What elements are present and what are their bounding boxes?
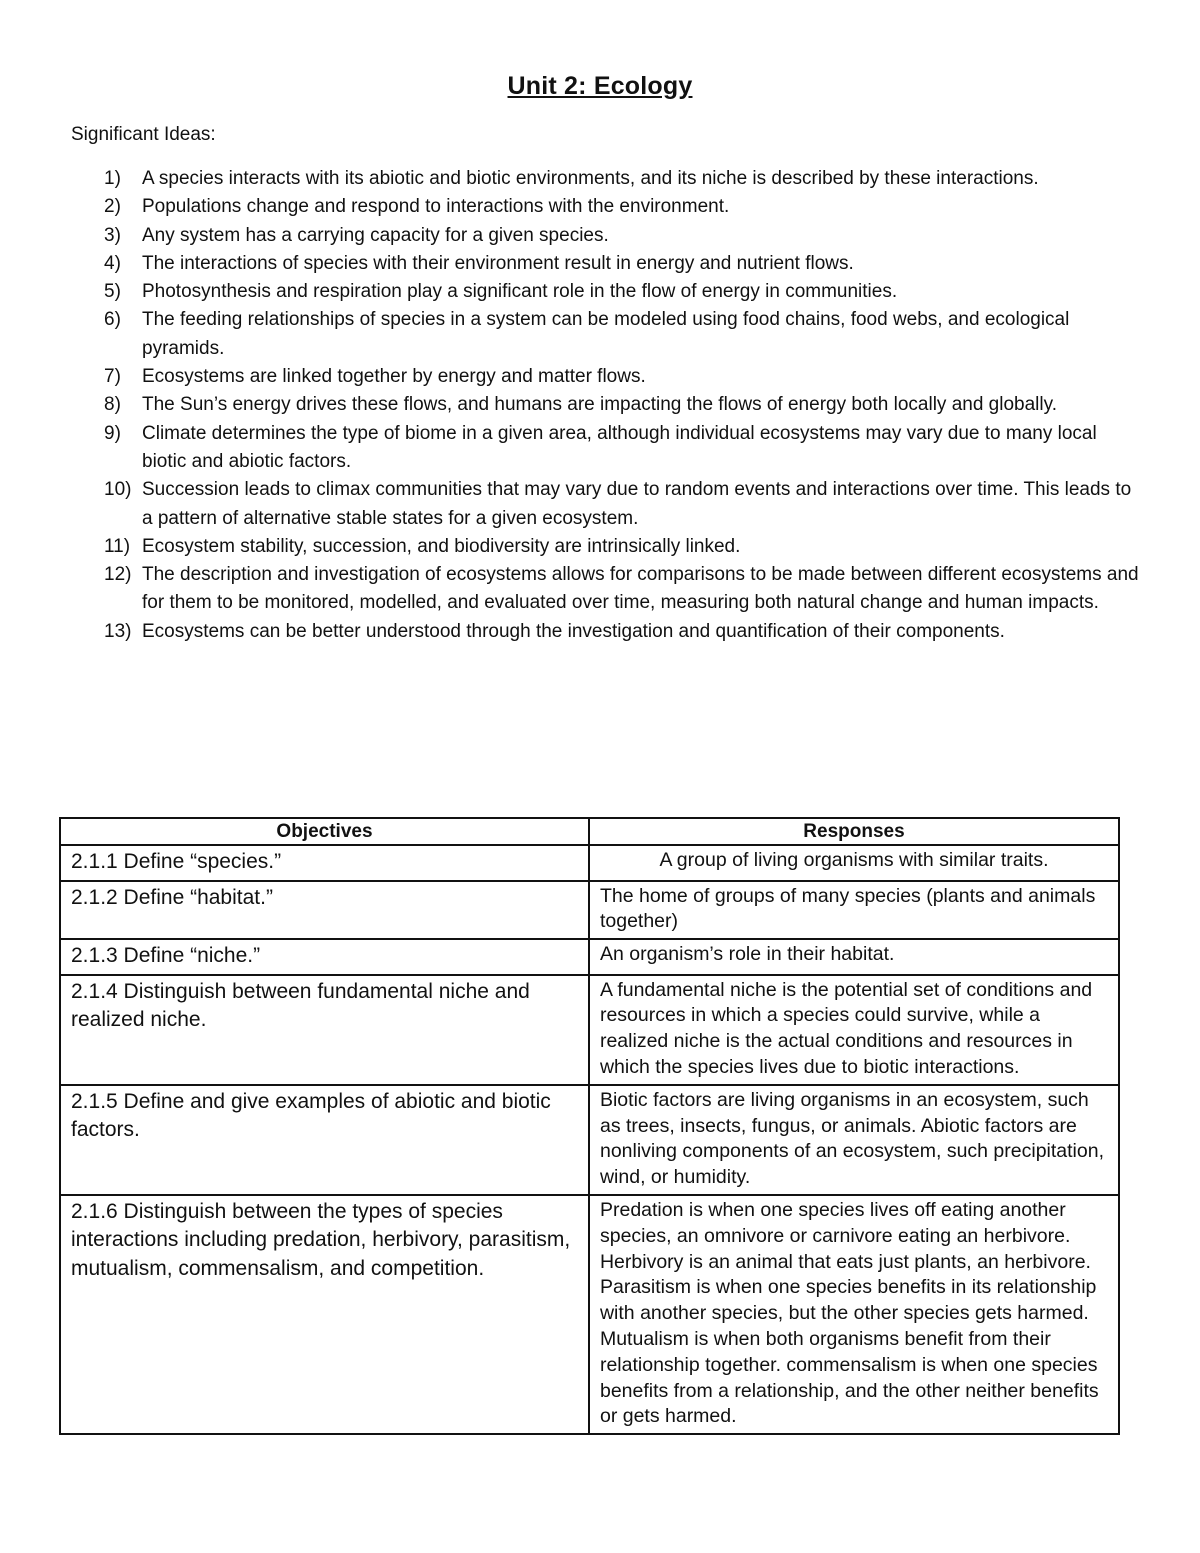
- list-item: [104, 222, 1144, 250]
- list-item: [104, 165, 1144, 193]
- objective-cell: 2.1.1 Define “species.”: [60, 845, 589, 881]
- response-cell: An organism’s role in their habitat.: [589, 939, 1119, 975]
- list-item-number: 6): [104, 309, 121, 331]
- responses-header: Responses: [589, 818, 1119, 845]
- list-item: [104, 306, 1144, 363]
- response-cell: A fundamental niche is the potential set of conditions and resources in which a species could survive, while a realized niche is the actual conditions and resources in which the species lives due to biotic interactions.: [589, 975, 1119, 1085]
- response-cell: Biotic factors are living organisms in an ecosystem, such as trees, insects, fungus, or animals. Abiotic factors are nonliving components of an ecosystem, such precipitation, wind, or humidity.: [589, 1085, 1119, 1195]
- table-row: [60, 845, 1119, 881]
- significant-ideas-list: [104, 165, 1144, 646]
- list-item-number: 4): [104, 252, 121, 274]
- list-item-number: 5): [104, 281, 121, 303]
- significant-ideas-label: Significant Ideas:: [71, 124, 216, 145]
- list-item-number: 9): [104, 422, 121, 444]
- list-item: [104, 278, 1144, 306]
- list-item: [104, 420, 1144, 477]
- list-item-text: The feeding relationships of species in a system can be modeled using food chains, food webs, and ecological pyramids.: [142, 309, 1070, 359]
- list-item-text: Photosynthesis and respiration play a significant role in the flow of energy in communities.: [142, 281, 898, 303]
- response-cell: The home of groups of many species (plants and animals together): [589, 881, 1119, 940]
- objective-cell: 2.1.3 Define “niche.”: [60, 939, 589, 975]
- table-header-row: [60, 818, 1119, 845]
- objective-cell: 2.1.6 Distinguish between the types of species interactions including predation, herbivory, parasitism, mutualism, commensalism, and competition.: [60, 1195, 589, 1434]
- table-row: [60, 1195, 1119, 1434]
- list-item-text: Succession leads to climax communities that may vary due to random events and interactions over time. This leads to a pattern of alternative stable states for a given ecosystem.: [142, 479, 1132, 529]
- list-item: [104, 476, 1144, 533]
- table-row: [60, 939, 1119, 975]
- list-item: [104, 193, 1144, 221]
- list-item-number: 3): [104, 224, 121, 246]
- objectives-header: Objectives: [60, 818, 589, 845]
- list-item-text: A species interacts with its abiotic and biotic environments, and its niche is described by these interactions.: [142, 168, 1039, 189]
- list-item: [104, 363, 1144, 391]
- list-item-number: 10): [104, 479, 132, 501]
- list-item-text: Any system has a carrying capacity for a given species.: [142, 224, 609, 246]
- objective-cell: 2.1.4 Distinguish between fundamental niche and realized niche.: [60, 975, 589, 1085]
- list-item: [104, 391, 1144, 419]
- list-item-text: Climate determines the type of biome in a given area, although individual ecosystems may vary due to many local biotic and abiotic factors.: [142, 422, 1097, 472]
- list-item-text: Populations change and respond to interactions with the environment.: [142, 196, 730, 218]
- objective-cell: 2.1.2 Define “habitat.”: [60, 881, 589, 940]
- list-item: [104, 533, 1144, 561]
- list-item-text: The interactions of species with their environment result in energy and nutrient flows.: [142, 252, 854, 274]
- list-item-text: The Sun’s energy drives these flows, and humans are impacting the flows of energy both locally and globally.: [142, 394, 1057, 416]
- response-cell: Predation is when one species lives off eating another species, an omnivore or carnivore eating an herbivore. Herbivory is an animal that eats just plants, an herbivore. Parasitism is when one species benefits in its relationship with another species, but the other species gets harmed. Mutualism is when both organisms benefit from their relationship together. commensalism is when one species benefits from a relationship, and the other neither benefits or gets harmed.: [589, 1195, 1119, 1434]
- list-item: [104, 561, 1144, 618]
- list-item-number: 12): [104, 564, 132, 586]
- list-item-number: 11): [104, 535, 131, 557]
- list-item: [104, 250, 1144, 278]
- list-item-number: 13): [104, 620, 132, 642]
- page-title: Unit 2: Ecology: [507, 72, 693, 100]
- table-row: [60, 975, 1119, 1085]
- table-row: [60, 1085, 1119, 1195]
- table-row: [60, 881, 1119, 940]
- list-item-text: Ecosystems can be better understood through the investigation and quantification of their components.: [142, 620, 1005, 642]
- list-item-number: 1): [104, 168, 121, 189]
- list-item-text: Ecosystems are linked together by energy and matter flows.: [142, 366, 646, 388]
- list-item-number: 2): [104, 196, 121, 218]
- list-item-text: The description and investigation of ecosystems allows for comparisons to be made between different ecosystems and for them to be monitored, modelled, and evaluated over time, measuring both natural change and human impacts.: [142, 564, 1139, 614]
- list-item-number: 7): [104, 366, 121, 388]
- list-item: [104, 618, 1144, 646]
- objectives-table: [59, 817, 1120, 1435]
- response-cell: A group of living organisms with similar traits.: [589, 845, 1119, 881]
- list-item-number: 8): [104, 394, 121, 416]
- objective-cell: 2.1.5 Define and give examples of abiotic and biotic factors.: [60, 1085, 589, 1195]
- list-item-text: Ecosystem stability, succession, and biodiversity are intrinsically linked.: [142, 535, 741, 557]
